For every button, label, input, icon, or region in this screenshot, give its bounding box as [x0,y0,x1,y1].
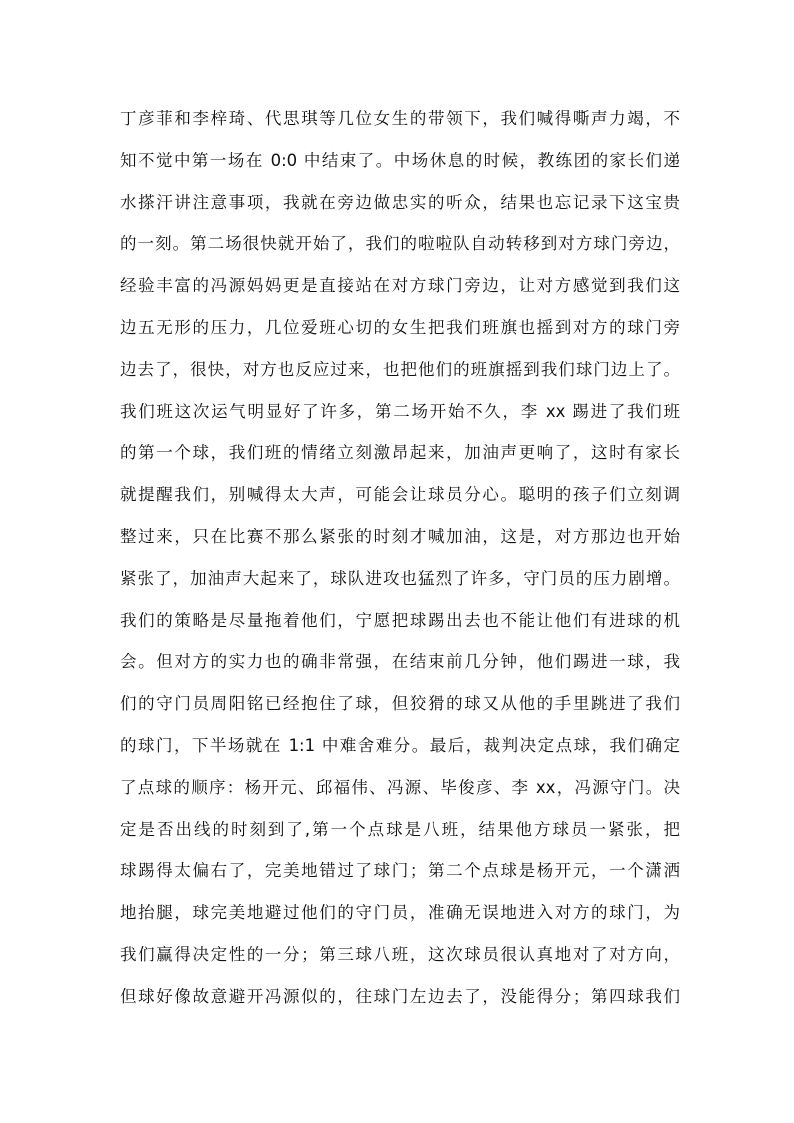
text-line: 水搽汗讲注意事项，我就在旁边做忠实的听众，结果也忘记录下这宝贵 [120,192,680,212]
text-line: 边五无形的压力，几位爱班心切的女生把我们班旗也摇到对方的球门旁 [120,317,680,337]
text-line: 球踢得太偏右了，完美地错过了球门；第二个点球是杨开元，一个潇洒 [120,861,680,881]
body-paragraph [120,105,680,1025]
text-line: 的一刻。第二场很快就开始了，我们的啦啦队自动转移到对方球门旁边， [120,234,680,254]
text-line: 经验丰富的冯源妈妈更是直接站在对方球门旁边，让对方感觉到我们这 [120,276,680,296]
text-line: 会。但对方的实力也的确非常强，在结束前几分钟，他们踢进一球，我 [120,652,680,672]
text-line: 丁彦菲和李梓琦、代思琪等几位女生的带领下，我们喊得嘶声力竭，不 [120,109,680,128]
text-line: 紧张了，加油声大起来了，球队进攻也猛烈了许多，守门员的压力剧增。 [120,568,680,588]
text-line: 的第一个球，我们班的情绪立刻激昂起来，加油声更响了，这时有家长 [120,443,680,463]
text-line: 了点球的顺序：杨开元、邱福伟、冯源、毕俊彦、李 xx，冯源守门。决 [120,777,680,797]
text-line: 定是否出线的时刻到了,第一个点球是八班，结果他方球员一紧张，把 [120,819,680,839]
text-line: 地抬腿，球完美地避过他们的守门员，准确无误地进入对方的球门，为 [120,903,680,923]
text-line: 就提醒我们，别喊得太大声，可能会让球员分心。聪明的孩子们立刻调 [120,485,680,505]
text-line: 我们的策略是尽量拖着他们，宁愿把球踢出去也不能让他们有进球的机 [120,610,680,630]
text-line: 边去了，很快，对方也反应过来，也把他们的班旗摇到我们球门边上了。 [120,359,680,379]
text-line: 整过来，只在比赛不那么紧张的时刻才喊加油，这是，对方那边也开始 [120,526,680,546]
text-line: 知不觉中第一场在 0:0 中结束了。中场休息的时候，教练团的家长们递 [120,150,680,170]
text-line: 但球好像故意避开冯源似的，往球门左边去了，没能得分；第四球我们 [120,986,680,1006]
text-line: 们的守门员周阳铭已经抱住了球，但狡猾的球又从他的手里跳进了我们 [120,694,680,714]
text-line: 我们赢得决定性的一分；第三球八班，这次球员很认真地对了对方向， [120,944,680,964]
text-line: 我们班这次运气明显好了许多，第二场开始不久，李 xx 踢进了我们班 [120,401,680,421]
text-line: 的球门，下半场就在 1:1 中难舍难分。最后，裁判决定点球，我们确定 [120,735,680,755]
